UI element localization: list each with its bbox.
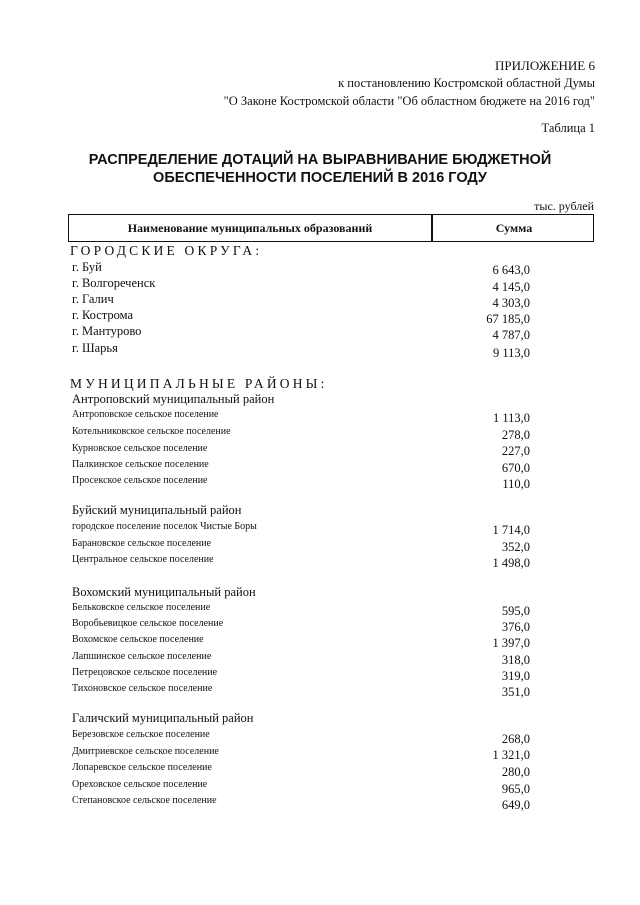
settlement-name: Бельковское сельское поселение (72, 602, 211, 613)
appendix-resolution: к постановлению Костромской областной Думы (338, 76, 595, 90)
city-name: г. Мантурово (72, 324, 142, 338)
district-name: Галичский муниципальный район (72, 711, 254, 725)
settlement-name: Центральное сельское поселение (72, 554, 214, 565)
settlement-value: 278,0 (501, 428, 530, 442)
appendix-law: "О Законе Костромской области "Об областном бюджете на 2016 год" (223, 94, 595, 108)
settlement-name: Котельниковское сельское поселение (72, 426, 231, 437)
settlement-name: Ореховское сельское поселение (72, 779, 208, 790)
city-value: 4 145,0 (492, 280, 530, 294)
settlement-value: 1 714,0 (492, 523, 530, 537)
page-title-line2: ОБЕСПЕЧЕННОСТИ ПОСЕЛЕНИЙ В 2016 ГОДУ (153, 170, 487, 186)
settlement-name: Тихоновское сельское поселение (72, 683, 213, 694)
city-value: 67 185,0 (486, 312, 530, 326)
city-value: 9 113,0 (492, 346, 530, 360)
settlement-name: Курновское сельское поселение (72, 443, 208, 454)
settlement-name: Палкинское сельское поселение (72, 459, 209, 470)
settlement-value: 319,0 (501, 669, 530, 683)
settlement-value: 1 397,0 (492, 636, 530, 650)
settlement-value: 1 321,0 (492, 748, 530, 762)
settlement-value: 965,0 (501, 782, 530, 796)
settlement-value: 670,0 (501, 461, 530, 475)
city-name: г. Галич (72, 292, 114, 306)
settlement-name: Петрецовское сельское поселение (72, 667, 218, 678)
settlement-value: 280,0 (501, 765, 530, 779)
settlement-value: 352,0 (501, 540, 530, 554)
settlement-name: Лапшинское сельское поселение (72, 651, 212, 662)
settlement-value: 1 498,0 (492, 556, 530, 570)
settlement-name: Степановское сельское поселение (72, 795, 217, 806)
settlement-value: 376,0 (501, 620, 530, 634)
settlement-name: Барановское сельское поселение (72, 538, 212, 549)
district-name: Вохомский муниципальный район (72, 585, 256, 599)
city-value: 4 303,0 (492, 296, 530, 310)
settlement-value: 268,0 (501, 732, 530, 746)
section-title-districts: МУНИЦИПАЛЬНЫЕ РАЙОНЫ: (70, 376, 328, 391)
column-header-sum: Сумма (495, 221, 533, 235)
appendix-label: ПРИЛОЖЕНИЕ 6 (495, 58, 595, 73)
page-title-line1: РАСПРЕДЕЛЕНИЕ ДОТАЦИЙ НА ВЫРАВНИВАНИЕ БЮДЖЕТНОЙ (88, 152, 552, 168)
settlement-value: 649,0 (501, 798, 530, 812)
table-header (68, 214, 594, 242)
settlement-value: 110,0 (502, 477, 530, 491)
settlement-name: Воробьевицкое сельское поселение (72, 618, 224, 629)
settlement-name: городское поселение поселок Чистые Боры (72, 521, 257, 532)
section-title-cities: ГОРОДСКИЕ ОКРУГА: (70, 243, 263, 258)
district-name: Буйский муниципальный район (72, 503, 242, 517)
city-name: г. Кострома (72, 308, 134, 322)
district-name: Антроповский муниципальный район (72, 392, 275, 406)
settlement-value: 1 113,0 (492, 411, 530, 425)
settlement-value: 595,0 (501, 604, 530, 618)
units-label: тыс. рублей (534, 199, 594, 213)
settlement-name: Лопаревское сельское поселение (72, 762, 212, 773)
settlement-name: Дмитриевское сельское поселение (72, 746, 219, 757)
city-name: г. Шарья (72, 341, 118, 355)
column-header-name: Наименование муниципальных образований (127, 221, 373, 235)
settlement-value: 227,0 (501, 444, 530, 458)
settlement-value: 318,0 (501, 653, 530, 667)
city-value: 6 643,0 (492, 263, 530, 277)
city-name: г. Буй (72, 260, 102, 274)
settlement-value: 351,0 (501, 685, 530, 699)
settlement-name: Антроповское сельское поселение (72, 409, 219, 420)
settlement-name: Вохомское сельское поселение (72, 634, 204, 645)
city-value: 4 787,0 (492, 328, 530, 342)
settlement-name: Просекское сельское поселение (72, 475, 208, 486)
settlement-name: Березовское сельское поселение (72, 729, 210, 740)
city-name: г. Волгореченск (72, 276, 156, 290)
table-number: Таблица 1 (541, 121, 595, 135)
